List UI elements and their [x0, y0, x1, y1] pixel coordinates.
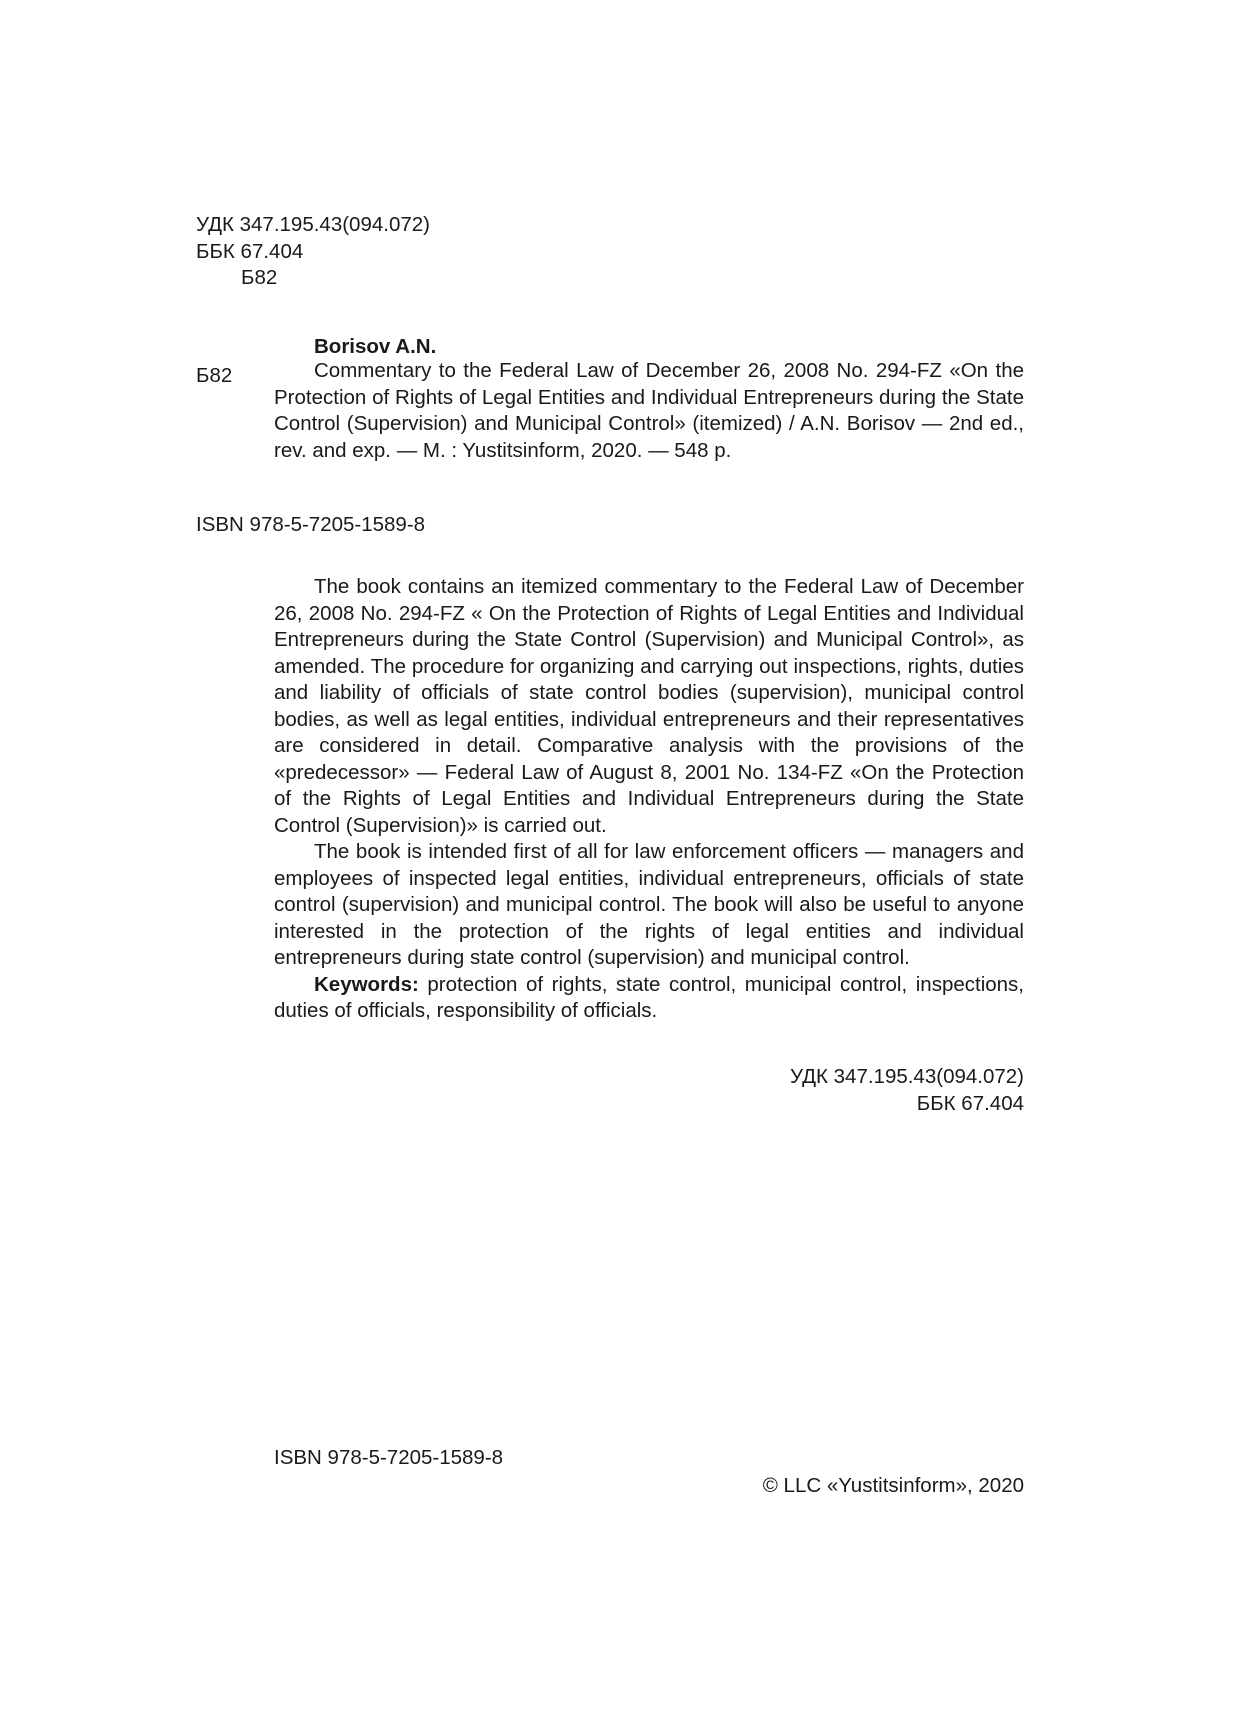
abstract-paragraph-1: The book contains an itemized commentary to the Federal Law of December 26, 2008 No. 294-FZ « On the Protection of Rights of Legal Entities and Individual Entrepreneurs during the State Control (Supervision) and Municipal Control», as amended. The procedure for organizing and carrying out inspections, rights, duties and liability of officials of state control bodies (supervision), municipal control bodies, as well as legal entities, individual entrepreneurs and their representatives are considered in detail. Comparative analysis with the provisions of the «predecessor» — Federal Law of August 8, 2001 No. 134-FZ «On the Protection of the Rights of Legal Entities and Individual Entrepreneurs during the State Control (Supervision)» is carried out. — [274, 575, 1024, 837]
keywords-list: protection of rights, state control, municipal control, inspections, duties of officials, responsibility of officials. — [274, 972, 1024, 1022]
author-name: Borisov A.N. — [314, 335, 437, 358]
keywords-paragraph — [274, 972, 1024, 1025]
classification-bottom — [624, 1064, 1024, 1117]
bbk-code-bottom: ББК 67.404 — [916, 1091, 1024, 1115]
copyright: © LLC «Yustitsinform», 2020 — [762, 1474, 1024, 1497]
bbk-code: ББК 67.404 — [196, 240, 304, 263]
keywords-label: Keywords: — [314, 972, 419, 996]
entry-author-mark: Б82 — [196, 364, 233, 387]
isbn-top: ISBN 978-5-7205-1589-8 — [196, 513, 426, 536]
bibliographic-description: Commentary to the Federal Law of December 26, 2008 No. 294-FZ «On the Protection of Rights of Legal Entities and Individual Entrepreneurs during the State Control (Supervision) and Municipal Control» (itemized) / A.N. Borisov — 2nd ed., rev. and exp. — M. : Yustitsinform, 2020. — 548 p. — [274, 359, 1024, 462]
udk-code: УДК 347.195.43(094.072) — [196, 213, 430, 236]
udk-code-bottom: УДК 347.195.43(094.072) — [790, 1065, 1024, 1088]
abstract-paragraph-2: The book is intended first of all for law enforcement officers — managers and employees of inspected legal entities, individual entrepreneurs, officials of state control (supervision) and municipal control. The book will also be useful to anyone interested in the protection of the rights of legal entities and individual entrepreneurs during state control (supervision) and municipal control. — [274, 840, 1024, 969]
isbn-footer: ISBN 978-5-7205-1589-8 — [274, 1446, 504, 1469]
author-mark: Б82 — [241, 266, 278, 289]
abstract — [274, 574, 1024, 1025]
